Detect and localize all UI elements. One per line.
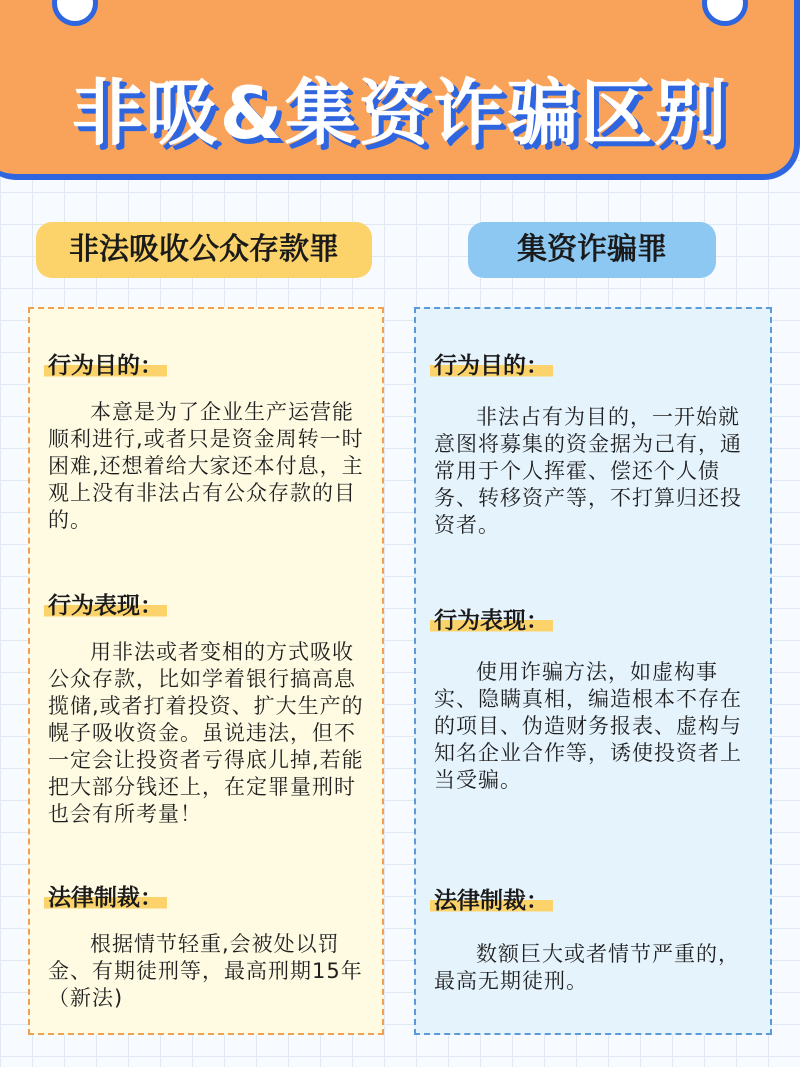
right-conduct-heading: 行为表现： — [430, 602, 553, 635]
right-category-label: 集资诈骗罪 — [468, 222, 716, 278]
right-penalty-text: 数额巨大或者情节严重的，最高无期徒刑。 — [434, 942, 740, 993]
right-purpose-text: 非法占有为目的，一开始就意图将募集的资金据为己有，通常用于个人挥霍、偿还个人债务、转移资产等，不打算归还投资者。 — [434, 405, 742, 537]
right-penalty-heading: 法律制裁： — [430, 882, 553, 915]
right-purpose-heading: 行为目的： — [430, 347, 553, 380]
left-panel — [28, 307, 384, 1035]
left-purpose-heading: 行为目的： — [44, 347, 167, 380]
left-conduct-heading: 行为表现： — [44, 587, 167, 620]
right-conduct-text: 使用诈骗方法，如虚构事实、隐瞒真相，编造根本不存在的项目、伪造财务报表、虚构与知名企业合作等，诱使投资者上当受骗。 — [434, 660, 742, 792]
left-penalty-heading: 法律制裁： — [44, 879, 167, 912]
page-title: 非吸&集资诈骗区别 — [71, 71, 729, 155]
left-purpose-text: 本意是为了企业生产运营能顺利进行,或者只是资金周转一时困难,还想着给大家还本付息，主观上没有非法占有公众存款的目的。 — [48, 400, 364, 532]
left-penalty-text: 根据情节轻重,会被处以罚金、有期徒刑等，最高刑期15年（新法) — [48, 932, 363, 1010]
left-conduct-text: 用非法或者变相的方式吸收公众存款，比如学着银行搞高息揽储,或者打着投资、扩大生产的幌子吸收资金。虽说违法，但不一定会让投资者亏得底儿掉,若能把大部分钱还上，在定罪量刑时也会有所考量！ — [48, 640, 364, 826]
right-panel — [414, 307, 772, 1035]
left-category-label: 非法吸收公众存款罪 — [36, 222, 372, 278]
